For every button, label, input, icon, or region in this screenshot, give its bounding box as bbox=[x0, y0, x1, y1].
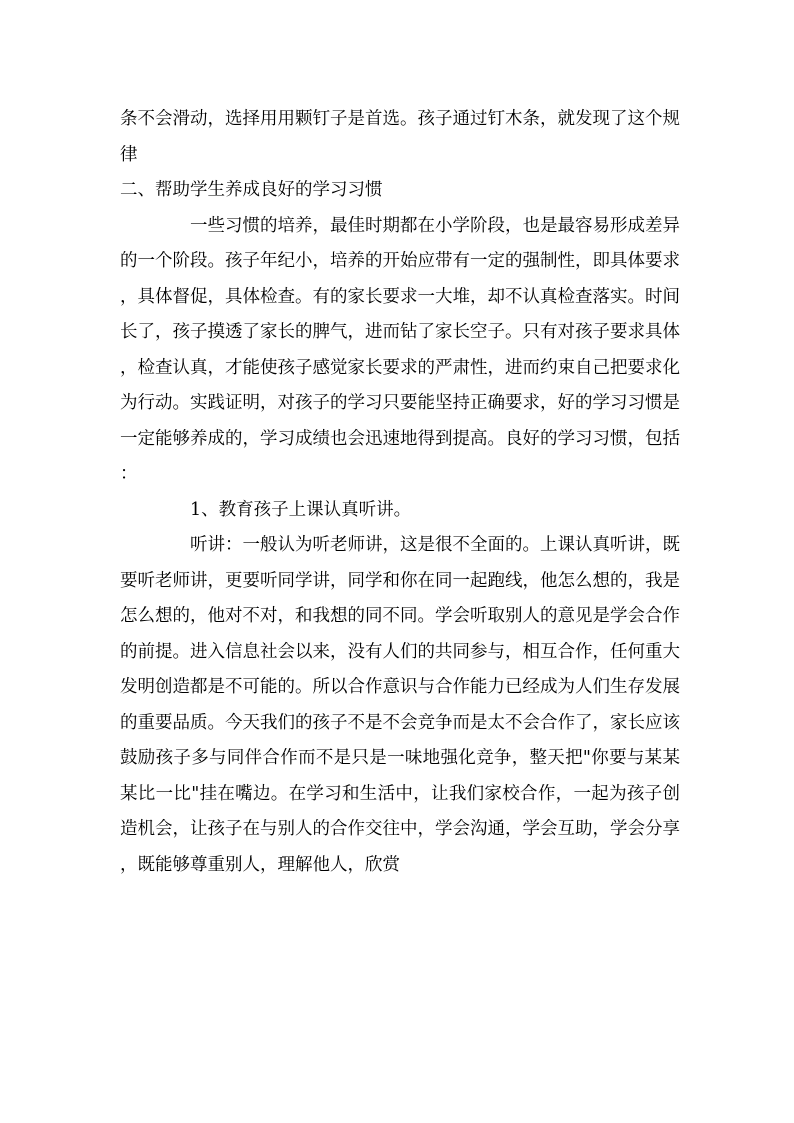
listening-paragraph: 听讲：一般认为听老师讲，这是很不全面的。上课认真听讲，既要听老师讲，更要听同学讲，同学和你在同一起跑线，他怎么想的，我是怎么想的，他对不对，和我想的同不同。学会听取别人的意见是学会合作的前提。进入信息社会以来，没有人们的共同参与，相互合作，任何重大发明创造都是不可能的。所以合作意识与合作能力已经成为人们生存发展的重要品质。今天我们的孩子不是不会竞争而是太不会合作了，家长应该鼓励孩子多与同伴合作而不是只是一味地强化竞争，整天把"你要与某某某比一比"挂在嘴边。在学习和生活中，让我们家校合作，一起为孩子创造机会，让孩子在与别人的合作交往中，学会沟通，学会互助，学会分享，既能够尊重别人，理解他人，欣赏 bbox=[120, 535, 680, 875]
document-body bbox=[120, 102, 680, 883]
continuation-paragraph: 条不会滑动，选择用用颗钉子是首选。孩子通过钉木条，就发现了这个规律 bbox=[120, 109, 680, 165]
list-item-heading: 1、教育孩子上课认真听讲。 bbox=[190, 499, 412, 520]
habits-intro-paragraph: 一些习惯的培养，最佳时期都在小学阶段，也是最容易形成差异的一个阶段。孩子年纪小，培养的开始应带有一定的强制性，即具体要求，具体督促，具体检查。有的家长要求一大堆，却不认真检查落实。时间长了，孩子摸透了家长的脾气，进而钻了家长空子。只有对孩子要求具体，检查认真，才能使孩子感觉家长要求的严肃性，进而约束自己把要求化为行动。实践证明，对孩子的学习只要能坚持正确要求，好的学习习惯是一定能够养成的，学习成绩也会迅速地得到提高。良好的学习习惯，包括： bbox=[120, 215, 680, 484]
section-heading: 二、帮助学生养成良好的学习习惯 bbox=[120, 180, 383, 200]
